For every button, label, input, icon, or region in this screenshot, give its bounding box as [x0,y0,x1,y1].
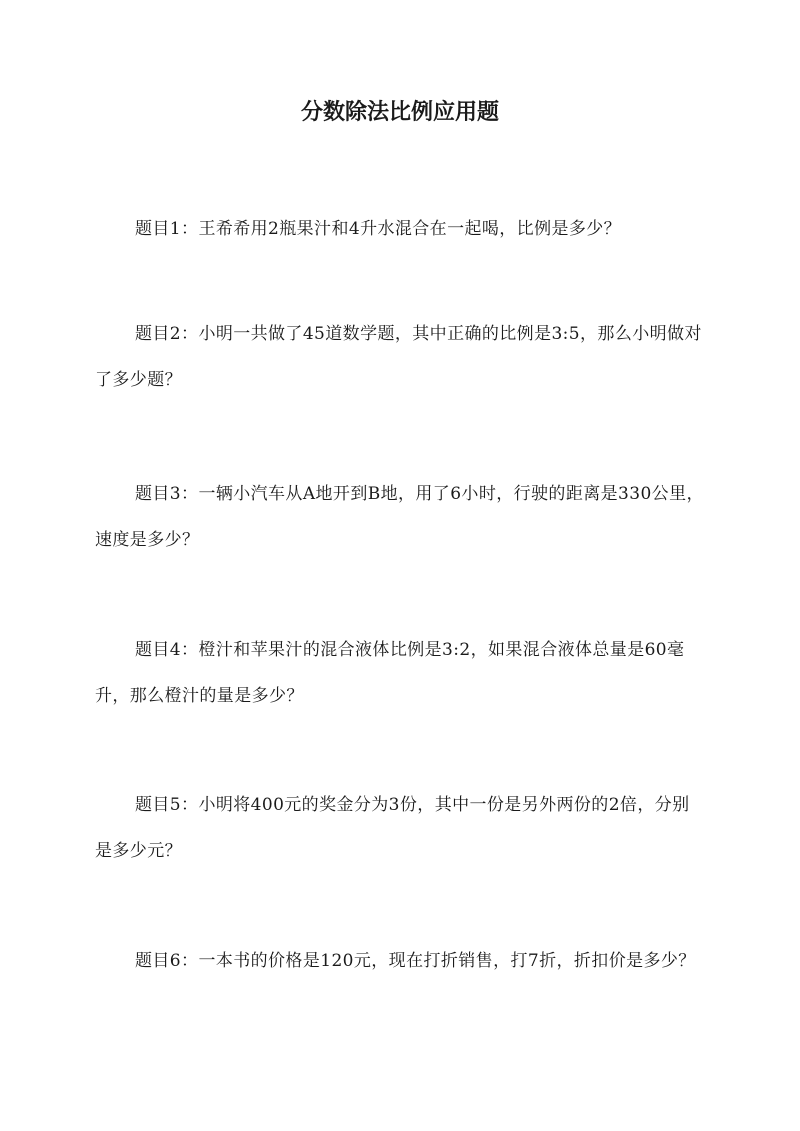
question-separator: ： [181,219,199,239]
question-label: 题目1 [135,219,182,239]
question-text: 小明一共做了45道数学题，其中正确的比例是3:5，那么小明做对了多少题？ [95,324,702,390]
question-label: 题目2 [135,324,182,344]
question-separator: ： [181,484,199,504]
question-3 [95,471,705,563]
question-5 [95,782,705,874]
question-separator: ： [181,640,199,660]
question-separator: ： [181,324,199,344]
question-text: 橙汁和苹果汁的混合液体比例是3:2，如果混合液体总量是60毫升，那么橙汁的量是多少？ [95,640,685,706]
question-text: 一辆小汽车从A地开到B地，用了6小时，行驶的距离是330公里，速度是多少？ [95,484,704,550]
question-1 [95,206,705,252]
question-label: 题目4 [135,640,182,660]
question-text: 一本书的价格是120元，现在打折销售，打7折，折扣价是多少？ [198,951,696,971]
question-6 [95,938,705,984]
question-label: 题目5 [135,795,182,815]
question-text: 小明将400元的奖金分为3份，其中一份是另外两份的2倍，分别是多少元？ [95,795,690,861]
question-separator: ： [181,795,199,815]
question-4 [95,627,705,719]
question-separator: ： [181,951,199,971]
question-text: 王希希用2瓶果汁和4升水混合在一起喝，比例是多少？ [198,219,622,239]
question-label: 题目3 [135,484,182,504]
question-label: 题目6 [135,951,182,971]
page-title: 分数除法比例应用题 [300,99,499,125]
question-2 [95,311,705,403]
